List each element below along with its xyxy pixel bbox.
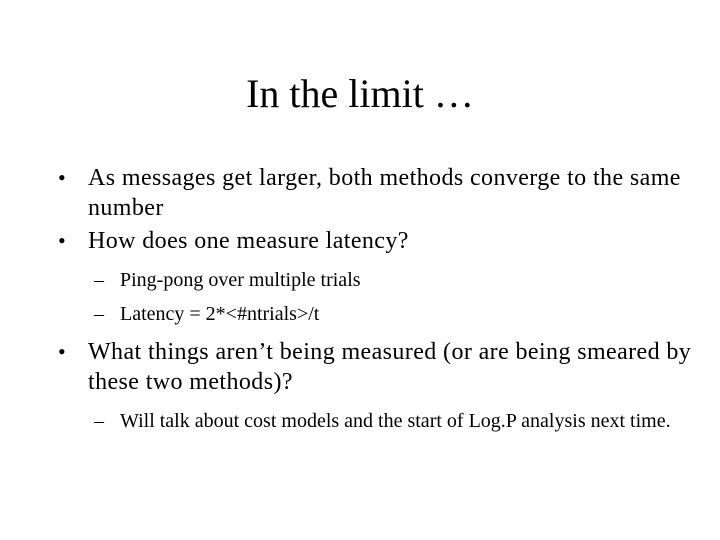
sub-bullet-item	[94, 301, 698, 327]
sub-bullet-text: Will talk about cost models and the start of Log.P analysis next time.	[120, 410, 671, 432]
bullet-item	[58, 337, 698, 397]
dash-marker: –	[94, 269, 104, 291]
bullet-list	[58, 163, 698, 444]
slide-title: In the limit …	[246, 71, 474, 116]
dash-marker: –	[94, 303, 104, 325]
bullet-text: How does one measure latency?	[88, 228, 409, 254]
bullet-item	[58, 226, 698, 256]
bullet-item	[58, 163, 698, 223]
sub-bullet-item	[94, 408, 698, 434]
bullet-marker: •	[58, 339, 67, 364]
sub-bullet-text: Ping-pong over multiple trials	[120, 269, 361, 291]
dash-marker: –	[94, 410, 104, 432]
bullet-marker: •	[58, 165, 67, 190]
sub-bullet-list	[58, 267, 698, 327]
bullet-text: As messages get larger, both methods converge to the same number	[88, 165, 681, 221]
sub-bullet-list	[58, 408, 698, 434]
sub-bullet-text: Latency = 2*<#ntrials>/t	[120, 303, 320, 325]
bullet-marker: •	[58, 228, 67, 253]
sub-bullet-item	[94, 267, 698, 293]
bullet-text: What things aren’t being measured (or are being smeared by these two methods)?	[88, 339, 692, 395]
